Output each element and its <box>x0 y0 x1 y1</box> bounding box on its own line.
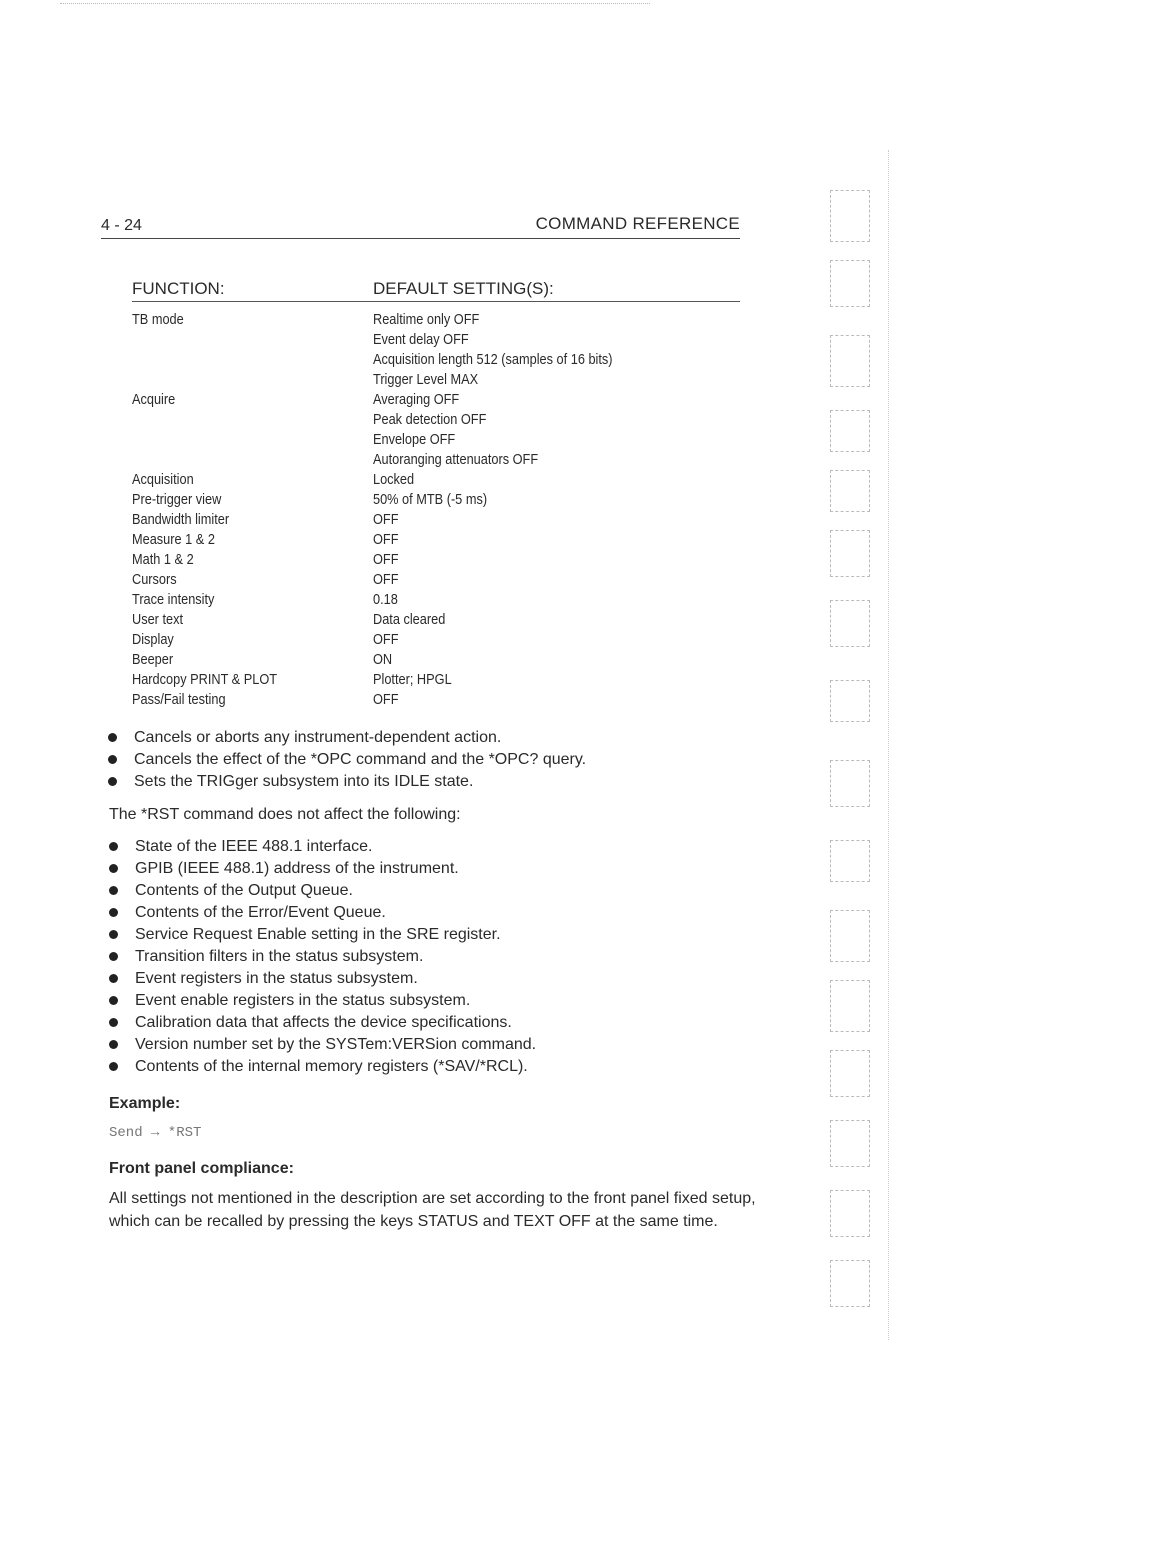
bullet-text: Contents of the Error/Event Queue. <box>135 904 386 921</box>
front-panel-text: All settings not mentioned in the description are set according to the front panel fixed setup, which can be recalled by pressing the keys STATUS and TEXT OFF at the same time. <box>109 1190 756 1230</box>
row-default-value: OFF <box>373 531 399 548</box>
bullet-text: Contents of the Output Queue. <box>135 882 353 899</box>
section-title: COMMAND REFERENCE <box>535 214 740 233</box>
bullet-item <box>108 990 536 1012</box>
bullet-text: Sets the TRIGger subsystem into its IDLE state. <box>134 773 474 790</box>
table-row <box>132 310 740 390</box>
table-row <box>132 690 740 710</box>
scan-top-edge <box>60 3 650 4</box>
row-default-value: Envelope OFF <box>373 431 456 448</box>
row-default-value: Trigger Level MAX <box>373 371 479 388</box>
bullet-dot-icon <box>109 1040 118 1049</box>
row-function: TB mode <box>132 311 184 328</box>
page-number: 4 - 24 <box>101 217 142 234</box>
bullet-item <box>107 771 586 793</box>
bullet-dot-icon <box>109 974 118 983</box>
row-default-value: OFF <box>373 691 399 708</box>
bullet-dot-icon <box>109 1018 118 1027</box>
bullet-text: Service Request Enable setting in the SRE register. <box>135 926 501 943</box>
table-row <box>132 610 740 630</box>
row-function: Acquisition <box>132 471 194 488</box>
row-function: Acquire <box>132 391 176 408</box>
bullet-item <box>108 1012 536 1034</box>
bullet-item <box>108 968 536 990</box>
bullet-dot-icon <box>109 864 118 873</box>
table-row <box>132 590 740 610</box>
bullet-item <box>108 924 536 946</box>
action-bullet-list <box>107 727 586 793</box>
table-row <box>132 530 740 550</box>
bullet-text: Transition filters in the status subsystem. <box>135 948 424 965</box>
row-function: Bandwidth limiter <box>132 511 230 528</box>
bullet-text: Event enable registers in the status subsystem. <box>135 992 471 1009</box>
bullet-item <box>107 727 586 749</box>
table-header <box>132 279 740 302</box>
bullet-dot-icon <box>109 842 118 851</box>
bullet-text: Calibration data that affects the device specifications. <box>135 1014 512 1031</box>
row-default-value: Peak detection OFF <box>373 411 487 428</box>
bullet-dot-icon <box>109 886 118 895</box>
example-heading: Example: <box>109 1095 181 1112</box>
bullet-dot-icon <box>108 733 117 742</box>
bullet-dot-icon <box>109 952 118 961</box>
bullet-dot-icon <box>108 755 117 764</box>
table-row <box>132 630 740 650</box>
bullet-item <box>108 902 536 924</box>
row-function: Pass/Fail testing <box>132 691 226 708</box>
bullet-text: Contents of the internal memory registers (*SAV/*RCL). <box>135 1058 528 1075</box>
row-default-value: Realtime only OFF <box>373 311 480 328</box>
table-row <box>132 390 740 470</box>
bullet-item <box>108 836 536 858</box>
row-default-value: Acquisition length 512 (samples of 16 bits) <box>373 351 613 368</box>
table-body <box>132 302 740 710</box>
bullet-text: Version number set by the SYSTem:VERSion command. <box>135 1036 537 1053</box>
table-row <box>132 650 740 670</box>
row-default-value: Autoranging attenuators OFF <box>373 451 539 468</box>
bullet-dot-icon <box>109 1062 118 1071</box>
bullet-text: Event registers in the status subsystem. <box>135 970 418 987</box>
column-header-function: FUNCTION: <box>132 279 225 298</box>
bullet-item <box>108 1056 536 1078</box>
table-row <box>132 550 740 570</box>
page-header <box>101 214 740 239</box>
row-function: Beeper <box>132 651 174 668</box>
row-default-value: 0.18 <box>373 591 398 608</box>
bullet-dot-icon <box>109 930 118 939</box>
bullet-dot-icon <box>109 996 118 1005</box>
row-default-value: OFF <box>373 571 399 588</box>
row-default-value: OFF <box>373 551 399 568</box>
row-function: Cursors <box>132 571 177 588</box>
bullet-item <box>108 880 536 902</box>
bullet-item <box>107 749 586 771</box>
row-function: Hardcopy PRINT & PLOT <box>132 671 278 688</box>
row-default-value: ON <box>373 651 393 668</box>
row-function: Measure 1 & 2 <box>132 531 215 548</box>
table-row <box>132 670 740 690</box>
not-affected-intro: The *RST command does not affect the following: <box>109 806 461 823</box>
bullet-dot-icon <box>108 777 117 786</box>
bullet-item <box>108 858 536 880</box>
default-settings-table <box>132 279 740 710</box>
row-function: User text <box>132 611 184 628</box>
bullet-text: State of the IEEE 488.1 interface. <box>135 838 373 855</box>
row-default-value: 50% of MTB (-5 ms) <box>373 491 488 508</box>
bullet-text: GPIB (IEEE 488.1) address of the instrument. <box>135 860 459 877</box>
example-code: Send → *RST <box>109 1125 202 1141</box>
row-default-value: OFF <box>373 631 399 648</box>
row-default-value: Plotter; HPGL <box>373 671 452 688</box>
table-row <box>132 490 740 510</box>
row-default-value: Averaging OFF <box>373 391 460 408</box>
row-function: Trace intensity <box>132 591 215 608</box>
row-default-value: Event delay OFF <box>373 331 469 348</box>
bullet-item <box>108 946 536 968</box>
not-affected-bullet-list <box>108 836 536 1078</box>
column-header-default: DEFAULT SETTING(S): <box>373 279 554 298</box>
front-panel-heading: Front panel compliance: <box>109 1160 294 1177</box>
bullet-dot-icon <box>109 908 118 917</box>
row-function: Math 1 & 2 <box>132 551 194 568</box>
binding-tabs-edge <box>820 150 895 1350</box>
table-row <box>132 470 740 490</box>
bullet-text: Cancels or aborts any instrument-dependent action. <box>134 729 502 746</box>
bullet-item <box>108 1034 536 1056</box>
table-row <box>132 570 740 590</box>
row-function: Display <box>132 631 174 648</box>
row-default-value: Data cleared <box>373 611 446 628</box>
table-row <box>132 510 740 530</box>
row-function: Pre-trigger view <box>132 491 222 508</box>
row-default-value: Locked <box>373 471 415 488</box>
bullet-text: Cancels the effect of the *OPC command and the *OPC? query. <box>134 751 587 768</box>
row-default-value: OFF <box>373 511 399 528</box>
